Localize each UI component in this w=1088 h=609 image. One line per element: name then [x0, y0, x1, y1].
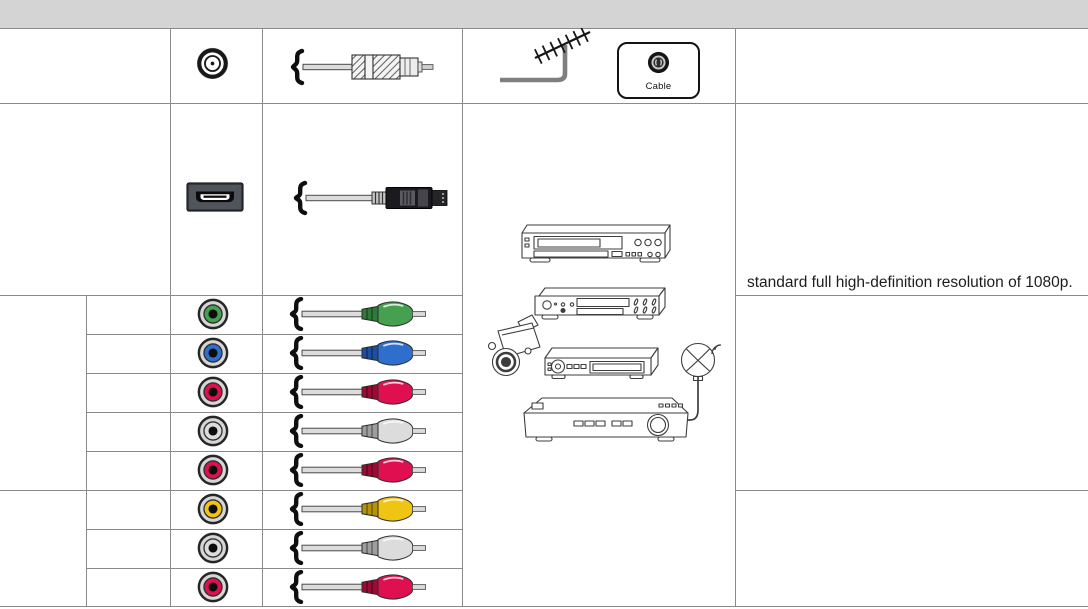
- composite-row-red: [0, 568, 462, 607]
- rca-cable-white-icon: [288, 531, 432, 565]
- camcorder-device-icon: [489, 315, 541, 376]
- audio-row-white: [0, 412, 462, 451]
- tv-antenna-icon: [492, 28, 602, 86]
- vcr-device-icon: [522, 225, 670, 262]
- rca-cable-red-icon: [288, 375, 432, 409]
- rca-cable-blue-icon: [288, 336, 432, 370]
- table-line: [735, 295, 1088, 296]
- hdmi-port-icon: [186, 182, 244, 212]
- audio-row-red: [0, 451, 462, 490]
- cable-wall-jack-icon: [646, 50, 671, 80]
- set-top-box-device-icon: [545, 348, 658, 379]
- body-text-fragment: standard full high-definition resolution of 1080p.: [747, 274, 1073, 291]
- hdmi-cable-icon: [292, 180, 452, 216]
- cable-wall-jack-label: Cable: [645, 80, 672, 92]
- source-devices-illustration: [462, 103, 735, 607]
- rca-port-white-icon: [197, 415, 229, 447]
- coax-cable-icon: [288, 45, 444, 89]
- composite-row-yellow: [0, 490, 462, 529]
- rca-port-yellow-icon: [197, 493, 229, 525]
- rca-port-blue-icon: [197, 337, 229, 369]
- rca-port-red-icon: [197, 571, 229, 603]
- rca-port-red-icon: [197, 454, 229, 486]
- rca-port-red-icon: [197, 376, 229, 408]
- satellite-dish-icon: [682, 344, 722, 381]
- table-line: [735, 490, 1088, 491]
- dvd-receiver-device-icon: [535, 288, 665, 319]
- component-row-blue: [0, 334, 462, 373]
- rca-port-green-icon: [197, 298, 229, 330]
- component-row-green: [0, 295, 462, 334]
- rca-cable-white-icon: [288, 414, 432, 448]
- rca-cable-red-icon: [288, 570, 432, 604]
- rca-cable-red-icon: [288, 453, 432, 487]
- component-row-red: [0, 373, 462, 412]
- cable-wall-jack: [617, 42, 700, 99]
- table-line: [735, 28, 736, 606]
- rca-port-white-icon: [197, 532, 229, 564]
- rca-cable-yellow-icon: [288, 492, 432, 526]
- rca-cable-green-icon: [288, 297, 432, 331]
- composite-row-white: [0, 529, 462, 568]
- coax-port-icon: [196, 47, 229, 80]
- page-header-bar: [0, 0, 1088, 28]
- dvd-player-device-icon: [524, 398, 688, 441]
